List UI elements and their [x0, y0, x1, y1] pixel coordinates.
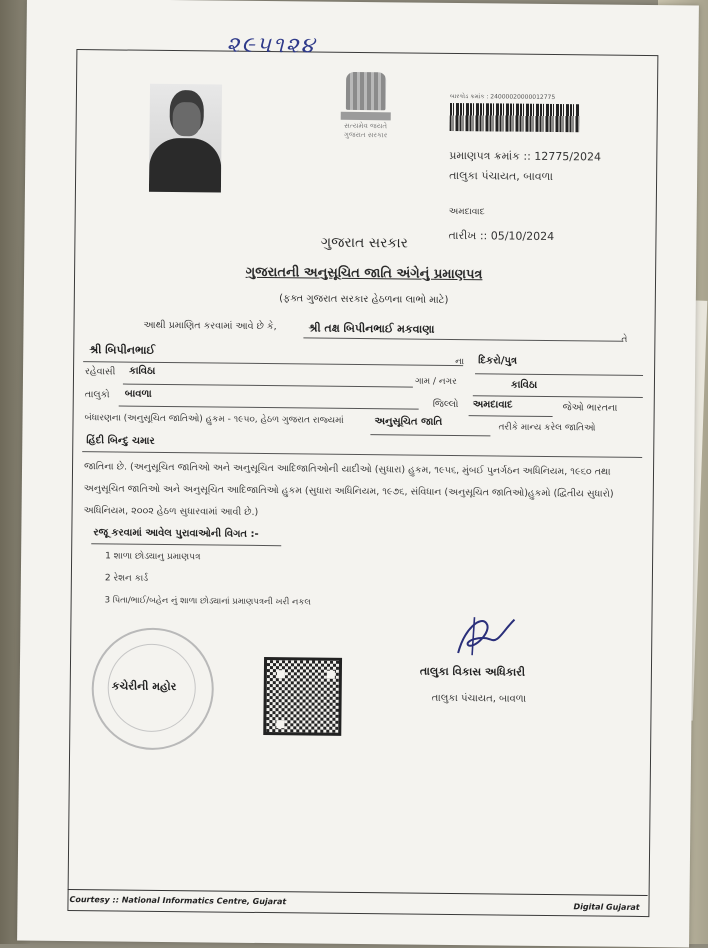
- recognized-text: તરીકે માન્ય કરેલ જાતિઓ: [498, 422, 596, 434]
- footer-brand: Digital Gujarat: [573, 902, 640, 912]
- taluka-label: તાલુકો: [84, 389, 110, 401]
- certificate-number: પ્રમાણપત્ર ક્રમાંક :: 12775/2024: [449, 148, 602, 164]
- officer-office: તાલુકા પંચાયત, બાવળા: [431, 692, 527, 705]
- footer-courtesy: Courtesy :: National Informatics Centre, Gujarat: [69, 895, 287, 907]
- document-item-1: 1 શાળા છોડ્યાનુ પ્રમાણપત્ર: [105, 551, 201, 563]
- district-label: જિલ્લો: [432, 398, 459, 411]
- legal-line-1: જાતિના છે. (અનુસૂચિત જાતિઓ અને અનુસૂચિત આદિજાતિઓની યાદીઓ (સુધારા) હુકમ, ૧૯૫૬, મુંબઈ પુનર્ગઠન અધિનિયમ, ૧૯૬૦ તથા: [83, 461, 611, 478]
- resident-label: રહેવાસી: [84, 366, 116, 378]
- emblem-caption-1: સત્યમેવ જયતે: [344, 121, 388, 131]
- district-value: અમદાવાદ: [472, 399, 513, 411]
- caste-value: હિંદી બિન્દુ ચમાર: [86, 435, 155, 447]
- resident-value: કાવિઠા: [128, 365, 156, 377]
- certificate-title: ગુજરાતની અનુસૂચિત જાતિ અંગેનું પ્રમાણપત્ર: [245, 264, 483, 283]
- category-value: અનુસૂચિત જાતિ: [374, 416, 443, 428]
- issue-date: તારીખ :: 05/10/2024: [448, 228, 555, 244]
- holder-photo: [149, 84, 222, 193]
- holder-name: શ્રી તક્ષ બિપીનભાઈ મકવાણા: [308, 321, 435, 336]
- village-value: કાવિઠા: [510, 379, 538, 391]
- india-text: જેઓ ભારતના: [562, 402, 618, 414]
- office-top: તાલુકા પંચાયત, બાવળા: [449, 168, 554, 184]
- barcode: [450, 103, 580, 132]
- barcode-label: બારકોડ ક્રમાંક : 24000020000012775: [449, 92, 556, 102]
- relation: દિકરો/પુત્ર: [478, 355, 518, 367]
- taluka-value: બાવળા: [124, 388, 152, 400]
- legal-line-2: અનુસૂચિત જાતિઓ અને અનુસૂચિત આદિજાતિઓ હુકમ (સુધારા અધિનિયમ, ૧૯૭૬, સંવિધાન (અનુસૂચિત જાતિઓ)હુકમો (દ્વિતીય સુધારો): [83, 483, 614, 500]
- certificate-subtitle: (ફક્ત ગુજરાત સરકાર હેઠળના લાભો માટે): [279, 293, 449, 306]
- officer-title: તાલુકા વિકાસ અધિકારી: [419, 664, 526, 679]
- documents-heading: રજૂ કરવામાં આવેલ પુરાવાઓની વિગત :-: [93, 527, 259, 540]
- document-item-3: 3 પિતા/ભાઈ/બહેન નું શાળા છોડ્યાનાં પ્રમાણપત્રની ખરી નકલ: [104, 595, 311, 608]
- emblem-caption-2: ગુજરાત સરકાર: [343, 130, 388, 140]
- place: અમદાવાદ: [448, 206, 485, 218]
- handwritten-number: ૨૯૫૧૨૪: [226, 32, 317, 59]
- te-text: તે: [621, 334, 628, 345]
- signature: [450, 609, 521, 660]
- certify-text: આથી પ્રમાણિત કરવામાં આવે છે કે,: [143, 319, 277, 333]
- certificate-paper: [17, 0, 699, 947]
- father-name: શ્રી બિપીનભાઈ: [89, 343, 156, 357]
- village-label: ગામ / નગર: [414, 376, 457, 388]
- national-emblem-icon: [337, 72, 394, 151]
- qr-code: [263, 657, 342, 736]
- gov-heading: ગુજરાત સરકાર: [320, 234, 408, 252]
- seal-label: કચેરીની મહોર: [111, 679, 177, 694]
- na-text: ના: [455, 357, 465, 368]
- document-item-2: 2 રેશન કાર્ડ: [104, 573, 149, 584]
- constitution-text: બંધારણના (અનુસૂચિત જાતિઓ) હુકમ - ૧૯૫૦, હેઠળ ગુજરાત રાજ્યમાં: [84, 413, 344, 426]
- legal-line-3: અધિનિયમ, ૨૦૦૨ હેઠળ સુધારવામાં આવી છે.): [83, 505, 259, 518]
